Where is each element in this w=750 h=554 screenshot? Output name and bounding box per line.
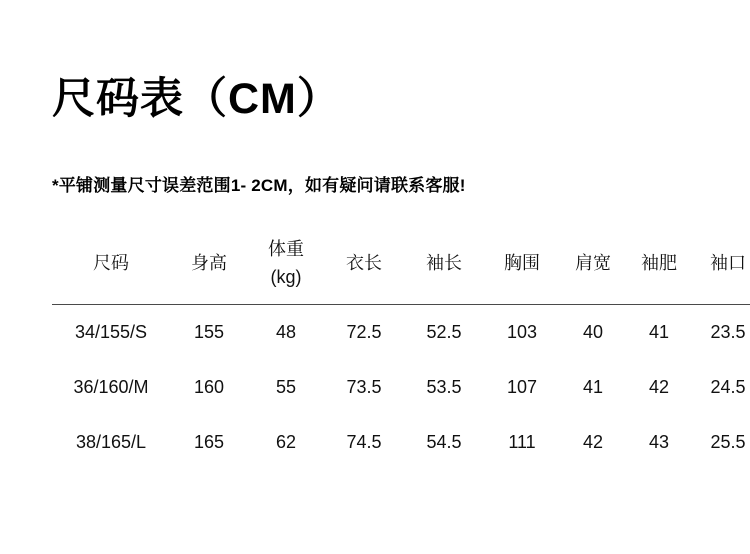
column-header-sleeve-length	[404, 226, 484, 304]
column-header-height	[170, 226, 248, 304]
column-header-line1: 尺码	[93, 253, 129, 274]
column-header-size	[52, 226, 170, 304]
column-header-sleeve-width	[626, 226, 692, 304]
column-header-line1: 体重	[268, 239, 304, 260]
cell-height: 165	[193, 432, 225, 453]
cell-shoulder: 41	[582, 377, 604, 398]
page-title: 尺码表（CM）	[52, 75, 341, 123]
column-header-cuff	[692, 226, 750, 304]
column-header-line2: (kg)	[270, 267, 302, 288]
table-row	[52, 360, 750, 415]
table-row	[52, 415, 750, 470]
column-header-line1: 衣长	[346, 253, 382, 274]
column-header-line1: 袖肥	[641, 253, 677, 274]
cell-cuff: 23.5	[710, 322, 746, 343]
cell-bust: 103	[506, 322, 538, 343]
column-header-line1: 袖长	[426, 253, 462, 274]
cell-shoulder: 42	[582, 432, 604, 453]
column-header-line1: 身高	[191, 253, 227, 274]
size-chart-table	[52, 226, 750, 470]
cell-cuff: 24.5	[710, 377, 746, 398]
cell-length: 74.5	[346, 432, 382, 453]
table-row	[52, 305, 750, 361]
column-header-line1: 肩宽	[575, 253, 611, 274]
cell-sleeve-width: 43	[648, 432, 670, 453]
column-header-line1: 胸围	[504, 253, 540, 274]
cell-length: 73.5	[346, 377, 382, 398]
column-header-weight	[248, 226, 324, 304]
table-header-row	[52, 226, 750, 304]
cell-size: 34/155/S	[74, 322, 148, 343]
table-header	[52, 226, 750, 304]
cell-sleeve-width: 41	[648, 322, 670, 343]
table-body	[52, 305, 750, 471]
column-header-length	[324, 226, 404, 304]
cell-bust: 111	[508, 432, 536, 453]
measurement-note: *平铺测量尺寸误差范围1- 2CM，如有疑问请联系客服!	[52, 176, 466, 196]
column-header-shoulder	[560, 226, 626, 304]
column-header-bust	[484, 226, 560, 304]
cell-weight: 48	[275, 322, 297, 343]
cell-weight: 62	[275, 432, 297, 453]
column-header-line1: 袖口	[710, 253, 746, 274]
cell-size: 38/165/L	[75, 432, 147, 453]
cell-sleeve-length: 52.5	[426, 322, 462, 343]
cell-sleeve-length: 54.5	[426, 432, 462, 453]
cell-cuff: 25.5	[710, 432, 746, 453]
cell-shoulder: 40	[582, 322, 604, 343]
cell-height: 160	[193, 377, 225, 398]
cell-size: 36/160/M	[73, 377, 149, 398]
cell-length: 72.5	[346, 322, 382, 343]
cell-sleeve-width: 42	[648, 377, 670, 398]
cell-height: 155	[193, 322, 225, 343]
cell-bust: 107	[506, 377, 538, 398]
cell-sleeve-length: 53.5	[426, 377, 462, 398]
cell-weight: 55	[275, 377, 297, 398]
